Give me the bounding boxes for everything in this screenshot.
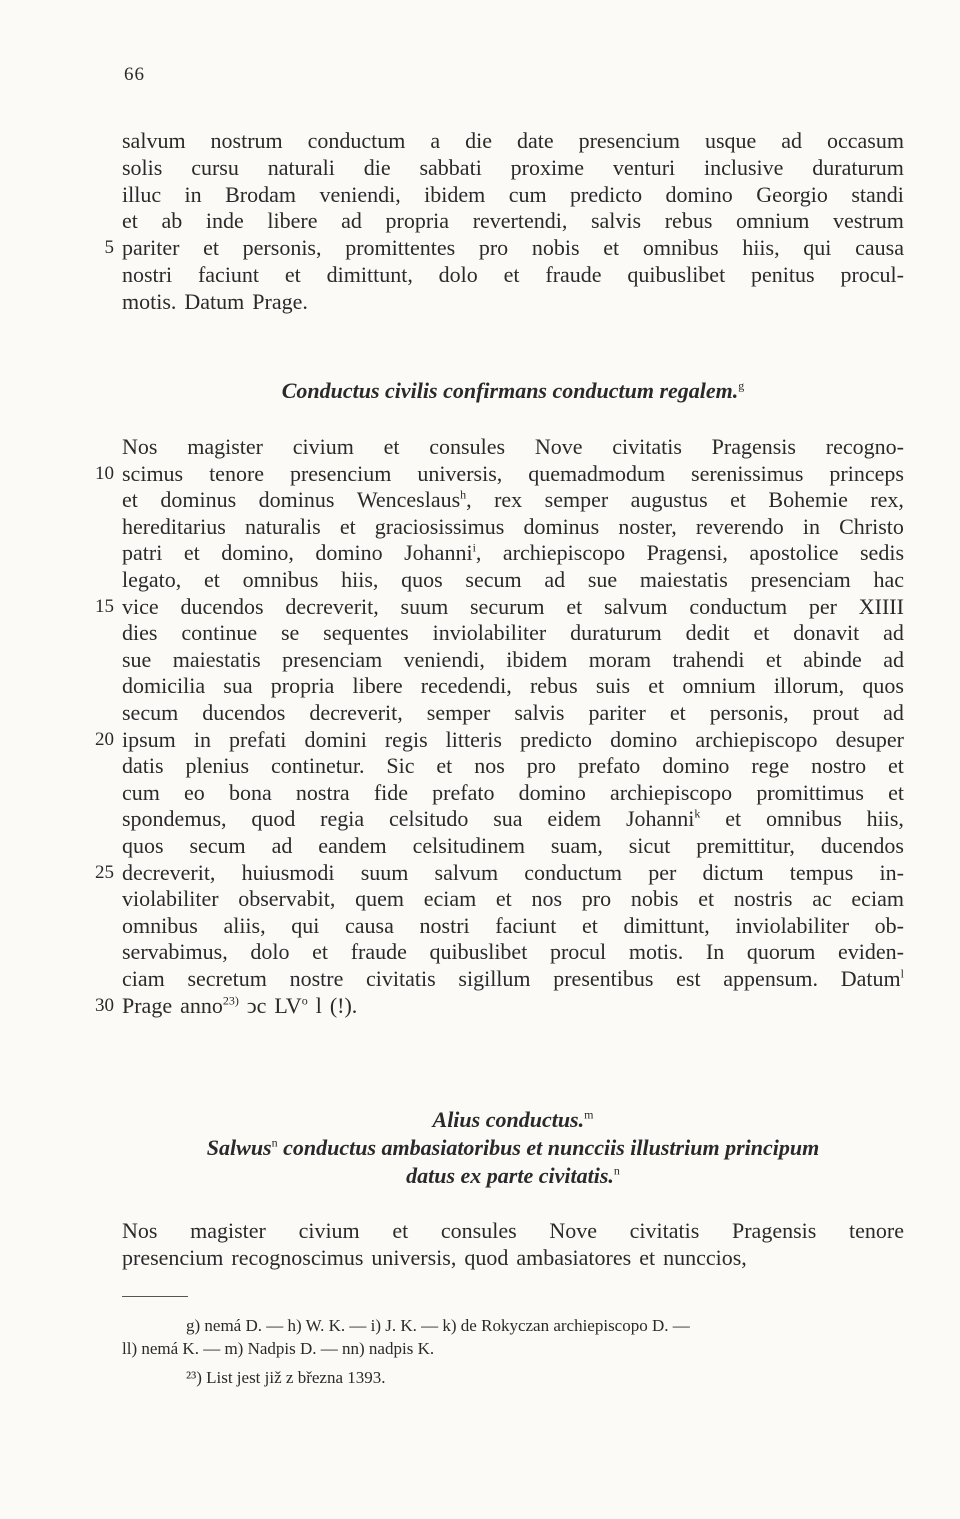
text-line: legato, et omnibus hiis, quos secum ad sue maiestatis presenciam hac	[122, 567, 904, 592]
text-line: domicilia sua propria libere recedendi, rebus suis et omnium illorum, quos	[122, 673, 904, 699]
text-line: motis. Datum Prage.	[122, 288, 308, 314]
page-number: 66	[124, 64, 145, 85]
text-line: secum ducendos decreverit, semper salvis pariter et personis, prout ad	[122, 700, 904, 725]
text-line: Nos magister civium et consules Nove civitatis Pragensis tenore	[122, 1218, 904, 1243]
text-line: quos secum ad eandem celsitudinem suam, sicut premittitur, ducendos	[122, 833, 904, 858]
line-number: 5	[104, 237, 114, 259]
text-line: scimus tenore presencium universis, quemadmodum serenissimus princeps	[122, 460, 904, 486]
footnote-line: ll) nemá K. — m) Nadpis D. — nn) nadpis K.	[122, 1339, 435, 1358]
line-number: 20	[95, 728, 114, 750]
footnote-line: ²³) List jest již z března 1393.	[186, 1368, 386, 1387]
text-line: solis cursu naturali die sabbati proxime venturi inclusive duraturum	[122, 154, 904, 180]
section-heading: Salwus$^n$ conductus ambasiatoribus et nuncciis illustrium principum	[206, 1135, 820, 1160]
text-line: omnibus aliis, qui causa nostri faciunt et dimittunt, inviolabiliter ob-	[122, 912, 904, 938]
text-line: vice ducendos decreverit, suum securum et salvum conductum per XIIII	[122, 593, 904, 619]
line-number: 15	[95, 595, 114, 617]
text-line: et dominus dominus Wenceslaus$^h$, rex semper augustus et Bohemie rex,	[122, 487, 904, 513]
line-number: 25	[95, 861, 114, 883]
text-line: salvum nostrum conductum a die date presencium usque ad occasum	[122, 128, 904, 153]
line-number: 30	[95, 994, 114, 1016]
text-line: spondemus, quod regia celsitudo sua eidem Johanni$^k$ et omnibus hiis,	[122, 806, 904, 832]
text-line: patri et domino, domino Johanni$^i$, archiepiscopo Pragensi, apostolice sedis	[122, 540, 904, 566]
footnote-divider	[122, 1296, 188, 1297]
section-heading: Conductus civilis confirmans conductum regalem.$^g$	[281, 378, 745, 403]
text-line: presencium recognoscimus universis, quod ambasiatores et nunccios,	[122, 1244, 747, 1270]
text-line: datis plenius continetur. Sic et nos pro prefato domino rege nostro et	[122, 753, 904, 779]
text-line: decreverit, huiusmodi suum salvum conductum per dictum tempus in-	[122, 859, 904, 885]
text-line: et ab inde libere ad propria revertendi, salvis rebus omnium vestrum	[122, 208, 904, 234]
line-number: 10	[95, 462, 114, 484]
section-heading: Alius conductus.$^m$	[432, 1107, 594, 1132]
section-heading: datus ex parte civitatis.$^n$	[406, 1163, 620, 1188]
text-line: ipsum in prefati domini regis litteris predicto domino archiepiscopo desuper	[122, 726, 904, 752]
text-line: servabimus, dolo et fraude quibuslibet procul motis. In quorum eviden-	[122, 939, 904, 965]
text-line: cum eo bona nostra fide prefato domino archiepiscopo promittimus et	[122, 779, 904, 805]
text-line: Prage anno$^{23)}$ ↄc $LV^o$ l (!).	[122, 992, 358, 1018]
text-line: Nos magister civium et consules Nove civitatis Pragensis recogno-	[122, 434, 904, 459]
text-line: violabiliter observabit, quem eciam et nos pro nobis et nostris ac eciam	[122, 886, 904, 912]
text-line: pariter et personis, promittentes pro nobis et omnibus hiis, qui causa	[122, 235, 904, 261]
text-line: dies continue se sequentes inviolabiliter duraturum dedit et donavit ad	[122, 620, 904, 646]
footnote-line: g) nemá D. — h) W. K. — i) J. K. — k) de Rokyczan archiepiscopo D. —	[186, 1316, 690, 1335]
text-line: ciam secretum nostre civitatis sigillum presentibus est appensum. Datum$^l$	[122, 966, 904, 991]
text-line: illuc in Brodam veniendi, ibidem cum predicto domino Georgio standi	[122, 181, 904, 207]
text-line: hereditarius naturalis et graciosissimus dominus noster, reverendo in Christo	[122, 513, 904, 539]
text-line: nostri faciunt et dimittunt, dolo et fraude quibuslibet penitus procul-	[122, 262, 904, 287]
text-line: sue maiestatis presenciam veniendi, ibidem moram trahendi et abinde ad	[122, 646, 904, 672]
